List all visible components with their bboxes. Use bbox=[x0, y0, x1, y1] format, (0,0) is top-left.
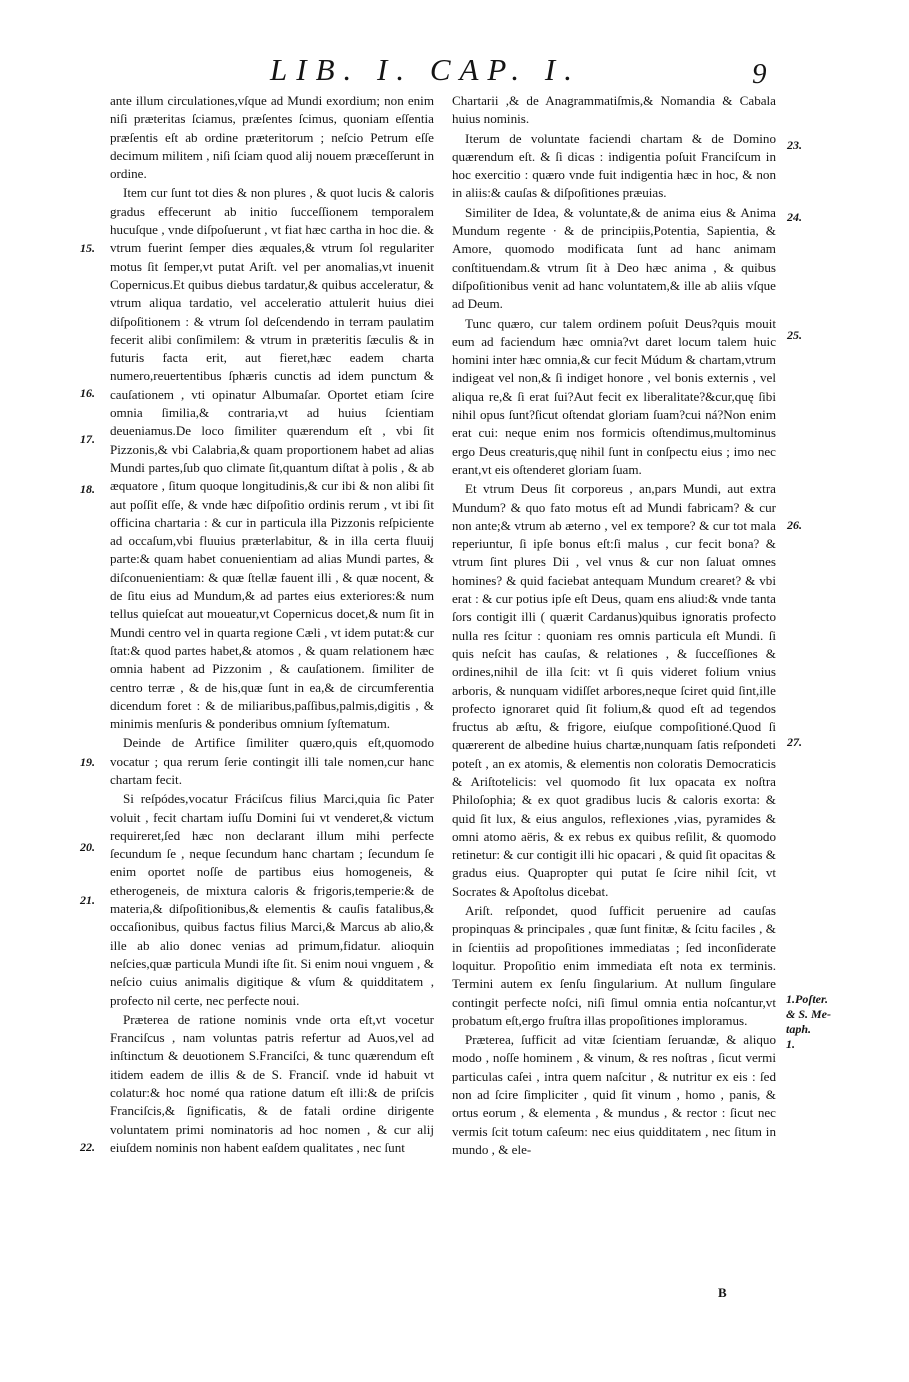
margin-number: 16. bbox=[80, 386, 95, 400]
signature-mark: B bbox=[718, 1285, 727, 1300]
running-head: LIB. I. CAP. I. bbox=[270, 52, 581, 87]
margin-number: 21. bbox=[80, 893, 95, 907]
paragraph: Chartarii ,& de Anagrammatiſmis,& Nomandia & Cabala huius nominis. bbox=[452, 93, 776, 127]
gloss-line: & S. Me- bbox=[786, 1007, 831, 1021]
paragraph: Si reſpódes,vocatur Fráciſcus filius Marci,quia ſic Pater voluit , fecit chartam iuſſu Domini ſui vt venderet,& victum requireret,ſed hæc non declarant illum mihi perfecte ſecundum ſe , neque ſecundum hanc chartam ; ſecundum ſe enim oportet noſſe de partibus eius homogeneis, & etherogeneis, de mixtura caloris & frigoris,temperie:& de materia,& diſpoſitionibus,& elementis & cauſis fatalibus,& occaſionibus, quibus factus filius Marci,& Marcus ab alio,& ille ab alio donec venias ad primum,fidatur. alioquin neſcies,quæ particula Mundi iſte ſit. Si enim noui vnguem , & neſcio cuius animalis digitique & vſum & quidditatem , profecto nil certe, nec perfecte noui. bbox=[110, 791, 434, 1008]
margin-number: 27. bbox=[787, 735, 802, 749]
paragraph: Præterea, ſufficit ad vitæ ſcientiam ſeruandæ, & aliquo modo , noſſe hominem , & vinum, & res noſtras , ſicut vermi particulas caſei , intra quem naſcitur , & nutritur ex eis : ſed non ad ſcire ſimpliciter , quid ſit vinum , homo , panis, & ortus eorum , & elementa , & mundus , & rector : ſicut nec vermis ſcit totum caſeum: nec eius quidditatem , nec ſitum in mundo , & ele- bbox=[452, 1032, 776, 1157]
margin-number: 26. bbox=[787, 518, 802, 532]
margin-number: 18. bbox=[80, 482, 95, 496]
paragraph: Et vtrum Deus ſit corporeus , an,pars Mundi, aut extra Mundum? & quo fato motus eſt ad Mundi fabricam? & cur non ante;& vtrum ab æterno , vel ex tempore? & cur tot mala reperiuntur, ſi ipſe bonus eſt:ſi malus , cur fecit bona? & vtrum ſint plures Dii , vel vnus & cur non ſaluat omnes homines? & quid faciebat antequam Mundum crearet? & vbi erat : & cur potius ipſe eſt Deus, quam ens aliud:& vnde tanta ſors contigit illi ( quærit Cardanus)quibus ignoratis profecto nulla res ſcitur : quoniam res omnis particula eſt Mundi. ſi quis neſcit has cauſas, & relationes , & ſucceſſiones & ordines,nihil de illa ſcit: vt ſi quis videret folium vnius arboris, & nunquam vidiſſet arbores,neque ſciret quid ſint,ille profecto ignoraret quid ſit folium,& quod eſt ad tegendos fructus ab æſtu, & frigore, eiuſque compoſitioné.Quod ſi quærerent de albedine huius chartæ,nunquam ſatis reſpondeti poteſt , an ex atomis, & elementis non coloratis Democraticis & Ariſtotelicis: vel quomodo ſit lux opacata ex noſtra Philoſophia; & ex quot gradibus lucis & caloris exorta: & quid ſit lux, & eius angulos, reflexiones ,vias, pyramides & omni atomo aëris, & ex rebus ex quibus reſilit, & quomodo retinetur: & cur contigit illi hic opacari , & quid ſit opacitas & gradus eius. Quapropter qui putat ſe ſcire nihil ſcit, vt Socrates & Apoſtolus dicebat. bbox=[452, 481, 776, 899]
left-column bbox=[110, 92, 434, 1157]
paragraph: ante illum circulationes,vſque ad Mundi exordium; non enim niſi præteritas ſciamus, præſentes ſcimus, quoniam eſſentia præſentis eſt ab ordine præteritorum ; neſcio Petrum eſſe decimum militem , niſi ſciam quod alij nouem præceſſerunt in ordine. bbox=[110, 93, 434, 182]
margin-number: 15. bbox=[80, 241, 95, 255]
gloss-line: taph. bbox=[786, 1022, 812, 1036]
gloss-line: 1. bbox=[786, 1037, 795, 1051]
paragraph: Similiter de Idea, & voluntate,& de anima eius & Anima Mundum regente · & de principiis,Potentia, Sapientia, & Amore, quomodo modificata ſunt ad hanc animam conſtituendam.& vtrum ſit à Deo hæc anima , & quibus diſpoſitionibus venit ad hanc voluntatem,& ille ab aliis vſque ad Deum. bbox=[452, 204, 776, 312]
marginal-gloss bbox=[786, 992, 866, 1052]
margin-number: 24. bbox=[787, 210, 802, 224]
paragraph: Tunc quæro, cur talem ordinem poſuit Deus?quis mouit eum ad faciendum hæc omnia?vt daret locum talem huic homini inter hæc omnia,& cur fecit Múdum & chartam,vtrum indigeat vel non,& ſi indiget honore , vel bonis externis , vel aliqua re,& ſi erat ſui?Aut fecit ex liberalitate?&cur,quę ſibi nihil opus ſunt?ſicut oſtendat gloriam ſuam?cui ná?Non enim erat cui: neque enim nos formicis oſtendimus,multominus ergo Deus creaturis,quę nihil ſunt in conſpectu eius ; imo nec erant,vt eis oſtenderet gloriam ſuam. bbox=[452, 315, 776, 477]
page-number: 9 bbox=[752, 58, 767, 90]
gloss-line: 1.Poſter. bbox=[786, 992, 828, 1006]
paragraph: Ariſt. reſpondet, quod ſufficit peruenire ad cauſas propinquas & principales , quæ ſunt finitæ, & ſcitu faciles , & in ſcientiis ad propoſitiones immediatas ; ſed inconſiderate loquitur. Propoſitio enim immediata eſt nota ex terminis. Termini autem ex ſenſu ſingularium. At nullum ſingulare contingit perfecte noſci, niſi ſimul omnia entia noſcantur,vt probatum eſt,ergo fruſtra illas propoſitiones imploramus. bbox=[452, 903, 776, 1028]
margin-number: 17. bbox=[80, 432, 95, 446]
margin-number: 25. bbox=[787, 328, 802, 342]
margin-number: 20. bbox=[80, 840, 95, 854]
right-column bbox=[452, 92, 776, 1159]
paragraph: Item cur ſunt tot dies & non plures , & quot lucis & caloris gradus effecerunt ab initio ſucceſſionem temporalem hucuſque , vnde diſpoſuerunt , vt fiat hæc cartha in hoc die. & vtrum fuerint ſemper dies æquales,& vtrum ſol regulariter motus ſit ſemper,vt putat Ariſt. vel per anomalias,vt inuenit Copernicus.Et quibus diebus tardatur,& quibus acceleratur, & vtrum aliqua tardatio, vel acceleratio attulerit huius diei diſpoſitionem : & vtrum ſol deſcendendo in terram paulatim fecerit alibi conſimilem: & vtrum in præteritis ſæculis & in futuris facta erit, aut fieret,hæc eadem charta numero,reuertentibus ſphæris cunctis ad idem punctum & cauſationem , vti opinatur Albumaſar. Oportet etiam ſcire omnia ſimilia,& contraria,vt ad huius ſcientiam deueniamus.De loco ſimiliter quærendum eſt , vbi ſit Pizzonis,& vbi Calabria,& quam proportionem habet ad alias Mundi partes,ſub quo climate ſit,quantum diſtat à polis , & ab æquatore , ſitum quoque longitudinis,& cur ibi & non alibi ſit aut poſſit eſſe, & vnde hæc diſpoſitio ordinis rerum , vt ibi ſit officina chartaria : & cur in particula illa Pizzonis reſpiciente ad occaſum,vbi fluuius præterlabitur, & in illa certa fluuij parte:& quam habet conuenientiam ad alias Mundi partes, & diſconuenientiam: & quæ ſtellæ fauent illi , & quæ nocent, & de ſitu eius ad Mundum,& ad partes eius exteriores:& num tellus quieſcat aut moueatur,vt Copernicus docet,& num ſit in Mundi centro vel in quarta regione Cæli , vt idem putat:& cur ſtat:& quod partes habet,& atomos , & quam relationem hæc omnia habent ad Pizzonim , & cauſationem. ſimiliter de centro terræ , & de his,quæ ſunt in ea,& de circumferentia dicendum foret : & de miliaribus,paſſibus,palmis,digitis , & minimis menſuris & ponderibus omnium ſyſtematum. bbox=[110, 185, 434, 732]
paragraph: Præterea de ratione nominis vnde orta eſt,vt vocetur Franciſcus , nam voluntas patris refertur ad Auos,vel ad inſtinctum & deuotionem S.Franciſci, & tunc quærendum eſt itidem eadem de illis & de S. Franciſ. vnde id habuit vt colatur:& hoc nomé qua ratione datum eſt illi:& de priſcis Franciſcis,& ſignificatis, & de fatali ordine dirigente voluntatem primi nominatoris ad hoc nomen , & cur alij eiuſdem nominis non habent eaſdem qualitates , nec ſunt bbox=[110, 1011, 434, 1155]
margin-number: 19. bbox=[80, 755, 95, 769]
paragraph: Deinde de Artifice ſimiliter quæro,quis eſt,quomodo vocatur ; qua rerum ſerie contingit illi tale nomen,cur hanc chartam fecit. bbox=[110, 735, 434, 787]
margin-number: 22. bbox=[80, 1140, 95, 1154]
margin-number: 23. bbox=[787, 138, 802, 152]
paragraph: Iterum de voluntate faciendi chartam & de Domino quærendum eſt. & ſi dicas : indigentia poſuit Franciſcum in hoc exercitio : quæro vnde fuit indigentia hæc in hoc, & non in aliis:& cauſas & diſpoſitiones præuias. bbox=[452, 130, 776, 201]
